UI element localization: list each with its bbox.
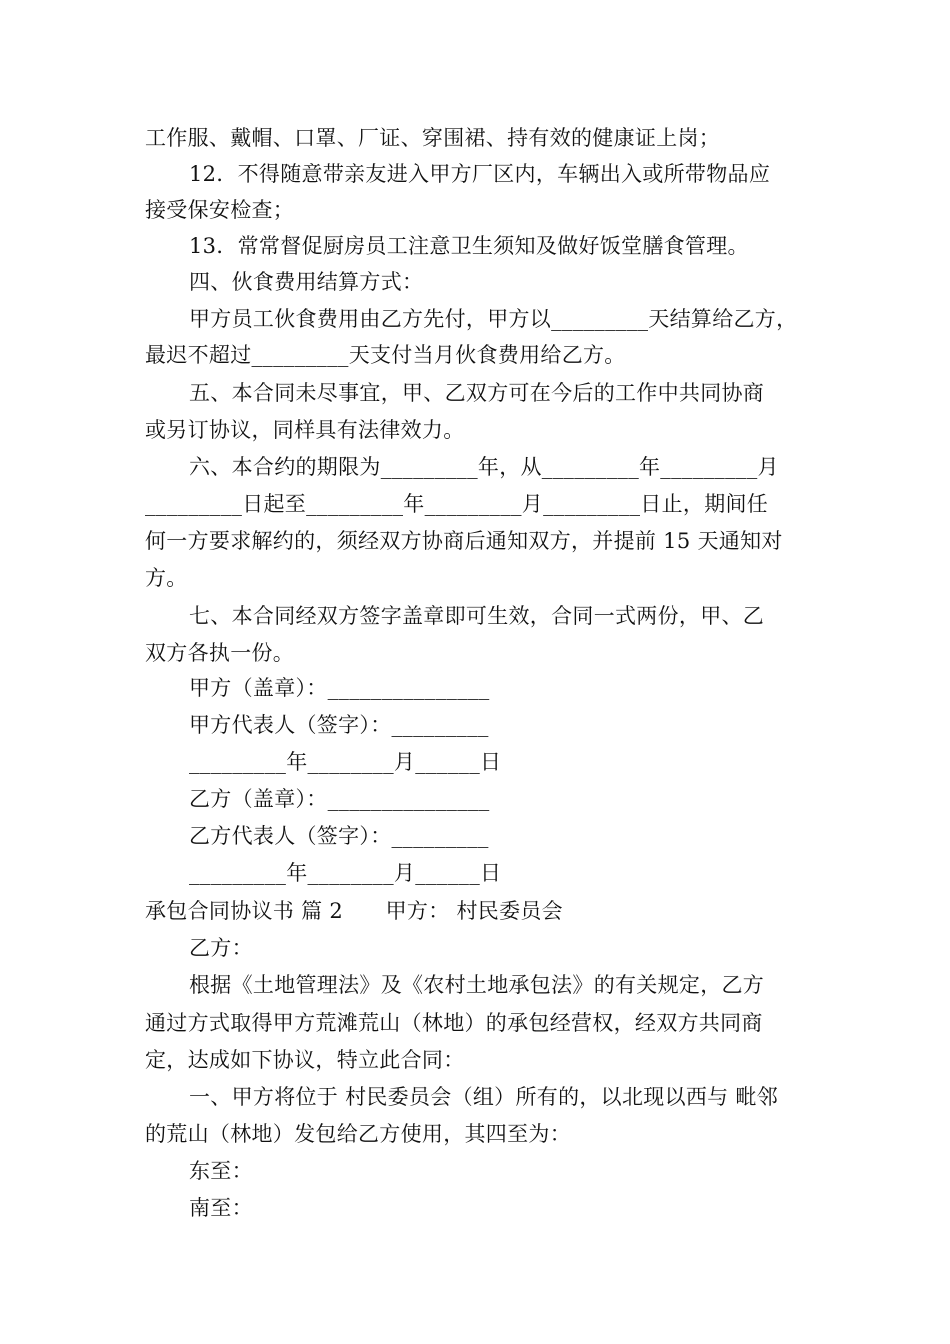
text-line: 定，达成如下协议，特立此合同： (145, 1048, 465, 1072)
text-line: 根据《土地管理法》及《农村土地承包法》的有关规定，乙方 (189, 973, 765, 997)
section-heading: 四、伙食费用结算方式： (189, 270, 424, 294)
text-line: 甲方员工伙食费用由乙方先付，甲方以_________天结算给乙方， (189, 307, 798, 331)
text-line: 通过方式取得甲方荒滩荒山（林地）的承包经营权，经双方共同商 (145, 1011, 763, 1035)
date-line: _________年________月______日 (189, 861, 502, 885)
text-line: 12．不得随意带亲友进入甲方厂区内，车辆出入或所带物品应 (189, 162, 771, 186)
signature-line: 乙方（盖章）：_______________ (189, 787, 490, 811)
text-line: 五、本合同未尽事宜，甲、乙双方可在今后的工作中共同协商 (189, 381, 765, 405)
text-line: 双方各执一份。 (145, 641, 295, 665)
text-line: 南至： (189, 1196, 253, 1220)
text-line: 方。 (145, 566, 188, 590)
text-line: 最迟不超过_________天支付当月伙食费用给乙方。 (145, 343, 626, 367)
text-line: 接受保安检查； (145, 198, 295, 222)
signature-line: 乙方代表人（签字）：_________ (189, 824, 489, 848)
date-line: _________年________月______日 (189, 750, 502, 774)
text-line: 六、本合约的期限为_________年，从_________年_________月 (189, 455, 779, 479)
text-line: 的荒山（林地）发包给乙方使用，其四至为： (145, 1122, 571, 1146)
text-line: 或另订协议，同样具有法律效力。 (145, 418, 465, 442)
text-line: 一、甲方将位于 村民委员会（组）所有的，以北现以西与 毗邻 (189, 1085, 779, 1109)
text-line: 何一方要求解约的，须经双方协商后通知双方，并提前 15 天通知对 (145, 529, 783, 553)
section-title: 承包合同协议书 篇 2 甲方： 村民委员会 (145, 899, 563, 923)
text-line: 东至： (189, 1159, 253, 1183)
text-line: 乙方： (189, 936, 253, 960)
text-line: 13．常常督促厨房员工注意卫生须知及做好饭堂膳食管理。 (189, 234, 749, 258)
signature-line: 甲方代表人（签字）：_________ (189, 713, 489, 737)
text-line: 七、本合同经双方签字盖章即可生效，合同一式两份，甲、乙 (189, 604, 765, 628)
text-line: 工作服、戴帽、口罩、厂证、穿围裙、持有效的健康证上岗； (145, 126, 721, 150)
text-line: _________日起至_________年_________月_________日止，期间任 (145, 492, 769, 516)
signature-line: 甲方（盖章）：_______________ (189, 676, 490, 700)
